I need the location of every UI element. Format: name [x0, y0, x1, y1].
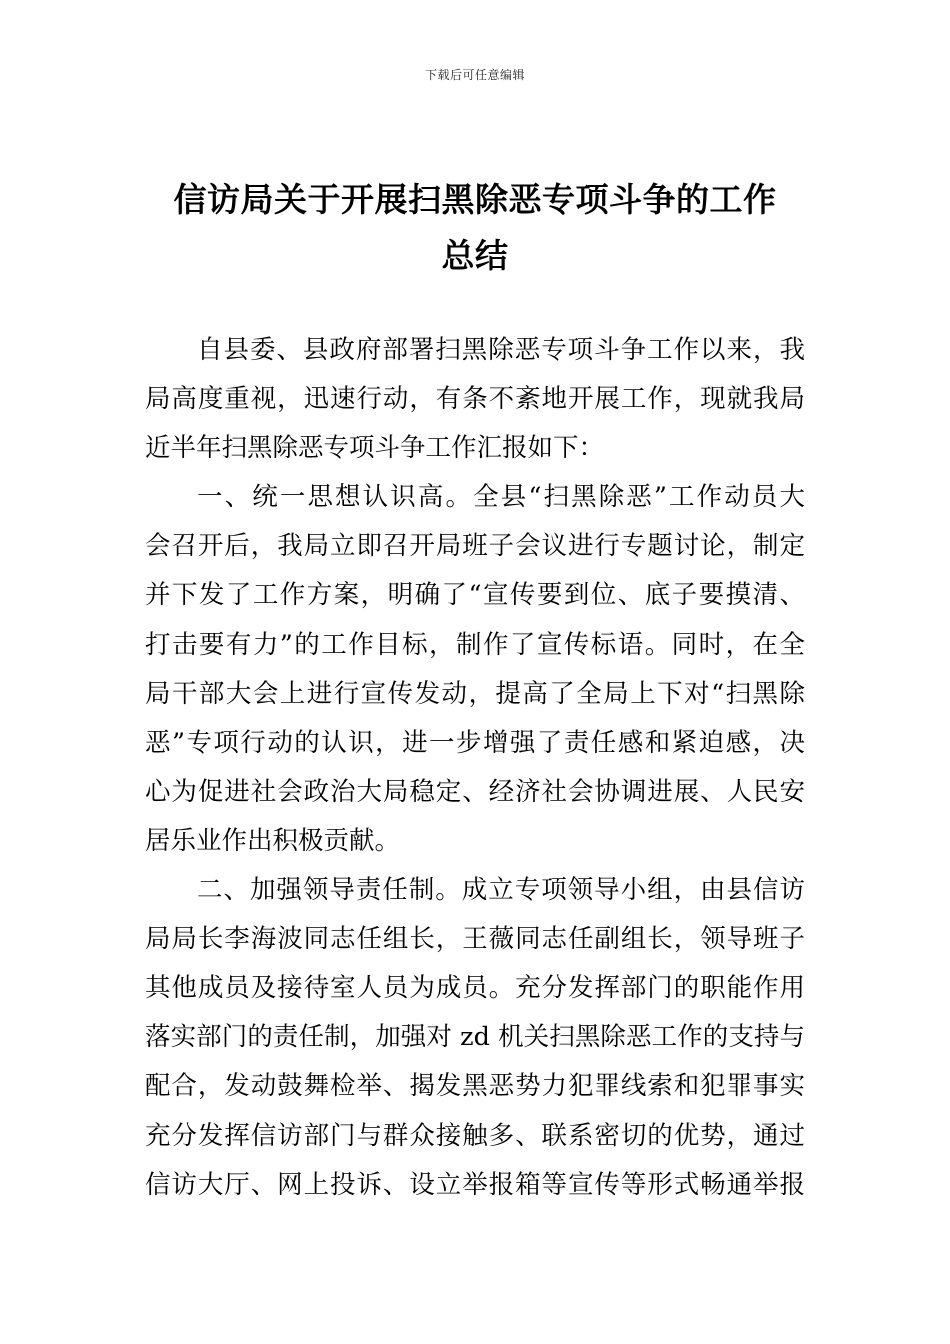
text-line: 自县委、县政府部署扫黑除恶专项斗争工作以来，我	[197, 335, 805, 365]
text-line: 局局长李海波同志任组长，王薇同志任副组长，领导班子	[145, 924, 805, 955]
text-line: 其他成员及接待室人员为成员。充分发挥部门的职能作用	[145, 973, 805, 1004]
text-line: 心为促进社会政治大局稳定、经济社会协调进展、人民安	[145, 776, 805, 807]
text-line: 局干部大会上进行宣传发动，提高了全局上下对“扫黑除	[145, 678, 805, 709]
paragraph-section-2	[145, 866, 805, 1210]
paragraph-intro	[145, 326, 805, 473]
text-line: 恶”专项行动的认识，进一步增强了责任感和紧迫感，决	[145, 727, 805, 758]
text-line: 落实部门的责任制，加强对 zd 机关扫黑除恶工作的支持与	[145, 1022, 805, 1053]
text-line: 近半年扫黑除恶专项斗争工作汇报如下：	[145, 433, 605, 464]
text-line: 并下发了工作方案，明确了“宣传要到位、底子要摸清、	[145, 580, 805, 611]
document-title	[145, 172, 805, 284]
text-line: 一、统一思想认识高。全县“扫黑除恶”工作动员大	[197, 482, 805, 513]
text-line: 二、加强领导责任制。成立专项领导小组，由县信访	[197, 875, 805, 906]
text-line: 充分发挥信访部门与群众接触多、联系密切的优势，通过	[145, 1120, 805, 1151]
paragraph-section-1	[145, 473, 805, 866]
title-line: 总结	[441, 236, 509, 275]
header-note: 下载后可任意编辑	[424, 68, 525, 82]
document-body	[145, 326, 805, 1210]
text-line: 局高度重视，迅速行动，有条不紊地开展工作，现就我局	[145, 384, 805, 415]
text-line: 会召开后，我局立即召开局班子会议进行专题讨论，制定	[145, 531, 805, 562]
text-line: 打击要有力”的工作目标，制作了宣传标语。同时，在全	[145, 629, 805, 660]
text-line: 信访大厅、网上投诉、设立举报箱等宣传等形式畅通举报	[145, 1169, 805, 1200]
text-line: 配合，发动鼓舞检举、揭发黑恶势力犯罪线索和犯罪事实	[145, 1071, 805, 1102]
text-line: 居乐业作出积极贡献。	[145, 825, 401, 856]
title-line: 信访局关于开展扫黑除恶专项斗争的工作	[173, 180, 777, 219]
